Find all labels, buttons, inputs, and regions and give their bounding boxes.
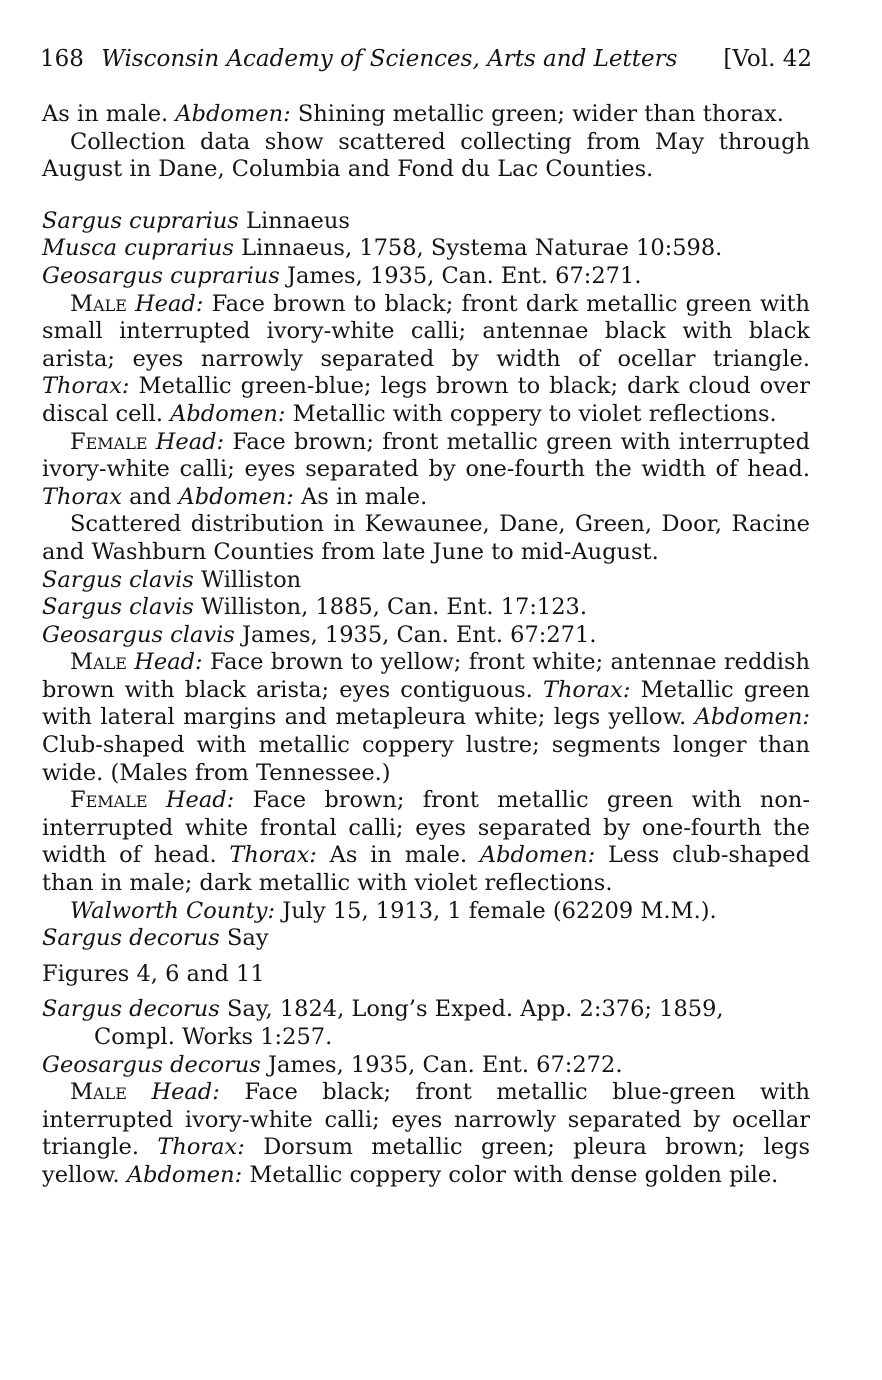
intro-paragraph-2: Collection data show scattered collecting from May through August in Dane, Columbia and Fond du Lac Counties.: [42, 128, 810, 183]
page-number: 168: [40, 46, 84, 72]
synonym-ref: Geosargus clavis James, 1935, Can. Ent. 67:271.: [42, 621, 597, 648]
synonym-ref: Musca cuprarius Linnaeus, 1758, Systema Naturae 10:598.: [42, 235, 723, 262]
species-heading-decorus: Sargus decorus Say: [42, 925, 269, 952]
collection-record: Walworth County: July 15, 1913, 1 female (62209 M.M.).: [70, 897, 717, 924]
volume-label: [Vol. 42: [723, 46, 812, 72]
synonym-ref: Geosargus cuprarius James, 1935, Can. Ent. 67:271.: [42, 262, 642, 289]
synonym-ref: Sargus decorus Say, 1824, Long’s Exped. App. 2:376; 1859, Compl. Works 1:257.: [42, 996, 724, 1050]
running-header: [40, 44, 812, 74]
synonym-ref: Sargus clavis Williston, 1885, Can. Ent. 17:123.: [42, 594, 588, 621]
female-description: Female Head: Face brown; front metallic green with non-interrupted white frontal calli; eyes separated by one-fourth the width of head. Thorax: As in male. Abdomen: Less club-shaped than in male; dark metallic with violet reflections.: [42, 787, 811, 897]
male-description: Male Head: Face black; front metallic blue-green with interrupted ivory-white calli; eyes narrowly separated by ocellar triangle. Thorax: Dorsum metallic green; pleura brown; legs yellow. Abdomen: Metallic coppery color with dense golden pile.: [42, 1079, 811, 1188]
female-description: Female Head: Face brown; front metallic green with interrupted ivory-white calli; eyes separated by one-fourth the width of head. Thorax and Abdomen: As in male.: [42, 428, 810, 510]
intro-paragraph-1: As in male. Abdomen: Shining metallic green; wider than thorax.: [42, 101, 784, 127]
male-description: Male Head: Face brown to black; front dark metallic green with small interrupted ivory-white calli; antennae black with black arista; eyes narrowly separated by width of ocellar triangle. Thorax: Metallic green-blue; legs brown to black; dark cloud over discal cell. Abdomen: Metallic with coppery to violet reflections.: [42, 290, 810, 427]
page-body: [42, 101, 810, 1190]
male-description: Male Head: Face brown to yellow; front white; antennae reddish brown with black arista; eyes contiguous. Thorax: Metallic green with lateral margins and metapleura white; legs yellow. Abdomen: Club-shaped with metallic coppery lustre; segments longer than wide. (Males from Tennessee.): [42, 649, 811, 786]
species-heading-clavis: Sargus clavis Williston: [42, 566, 302, 593]
species-heading-cuprarius: Sargus cuprarius Linnaeus: [42, 207, 350, 234]
distribution-paragraph: Scattered distribution in Kewaunee, Dane, Green, Door, Racine and Washburn Counties from late June to mid-August.: [42, 511, 810, 565]
journal-title: Wisconsin Academy of Sciences, Arts and Letters: [101, 46, 678, 72]
figures-reference: Figures 4, 6 and 11: [42, 960, 265, 987]
synonym-ref: Geosargus decorus James, 1935, Can. Ent. 67:272.: [42, 1051, 623, 1078]
